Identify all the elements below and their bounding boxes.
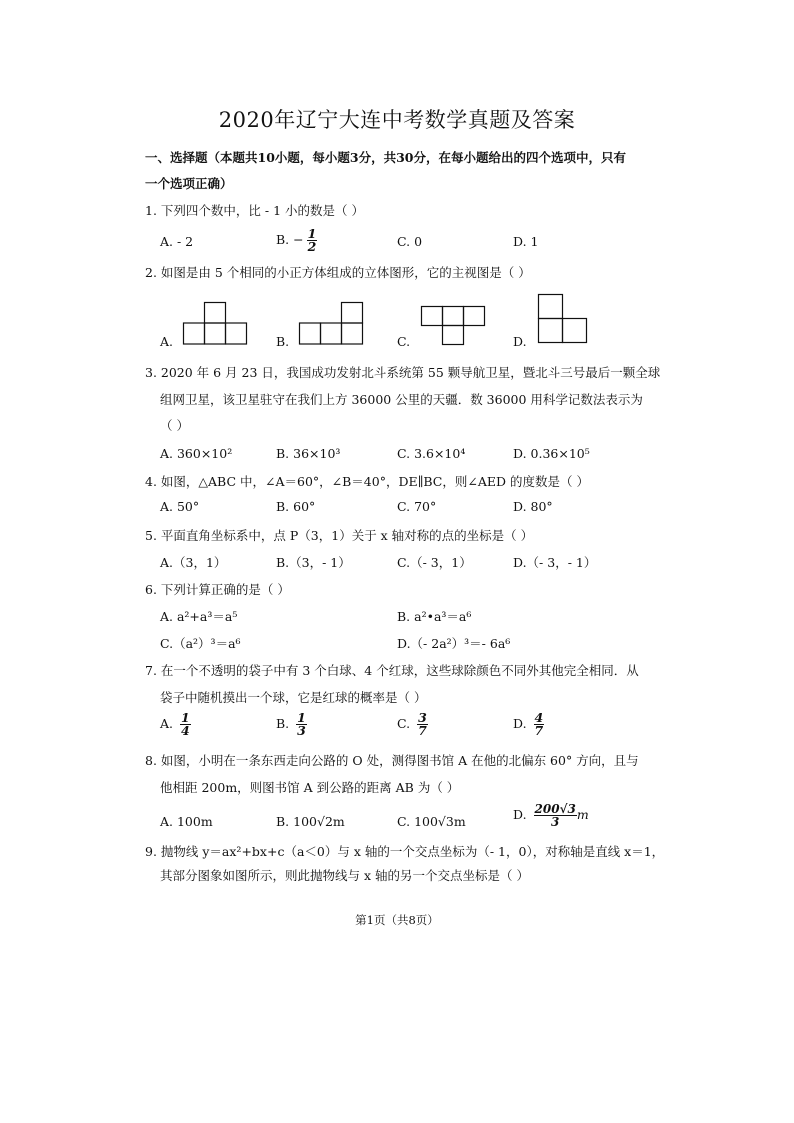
q2-figure-c: [421, 306, 487, 346]
fraction-numerator: 1: [307, 226, 317, 241]
option-letter: A.: [160, 716, 174, 731]
q3-option-c: C. 3.6×10⁴: [397, 446, 466, 461]
fraction-numerator: 3: [418, 710, 427, 725]
q1-option-c: C. 0: [397, 234, 423, 249]
q5-option-a: A.（3，1）: [160, 555, 227, 570]
q3-option-b: B. 36×10³: [276, 446, 341, 461]
q6-option-c: C.（a²）³＝a⁶: [160, 636, 241, 651]
q6-option-a: A. a²+a³＝a⁵: [160, 609, 238, 624]
question-3-stem-line3: （ ）: [160, 418, 189, 433]
q3-option-d: D. 0.36×10⁵: [513, 446, 590, 461]
q6-option-b: B. a²•a³＝a⁶: [397, 609, 472, 624]
q7-option-c: [397, 712, 428, 737]
fraction-numerator: 200√3: [534, 802, 576, 816]
option-letter: C.: [397, 716, 411, 731]
unit-suffix: m: [576, 807, 589, 822]
question-1-stem: 1. 下列四个数中，比 - 1 小的数是（ ）: [145, 203, 364, 218]
question-6-stem: 6. 下列计算正确的是（ ）: [145, 582, 290, 597]
question-8-stem-line2: 他相距 200m，则图书馆 A 到公路的距离 AB 为（ ）: [160, 780, 460, 795]
fraction-numerator: 1: [297, 710, 306, 725]
q1-option-a: A. - 2: [160, 234, 194, 249]
fraction-denominator: 7: [418, 723, 427, 738]
q4-option-a: A. 50°: [160, 499, 200, 514]
page-footer: 第1页（共8页）: [355, 913, 439, 927]
question-2-stem: 2. 如图是由 5 个相同的小正方体组成的立体图形，它的主视图是（ ）: [145, 265, 531, 280]
question-9-stem-line2: 其部分图象如图所示，则此抛物线与 x 轴的另一个交点坐标是（ ）: [160, 868, 529, 883]
q6-option-d: D.（- 2a²）³＝- 6a⁶: [397, 636, 511, 651]
page-title: 2020年辽宁大连中考数学真题及答案: [218, 108, 576, 132]
q4-option-b: B. 60°: [276, 499, 316, 514]
q7-option-a-fraction: [180, 712, 191, 737]
q2-figure-a: [183, 302, 249, 344]
q5-option-b: B.（3，- 1）: [276, 555, 351, 570]
question-3-stem-line1: 3. 2020 年 6 月 23 日，我国成功发射北斗系统第 55 颗导航卫星，暨北斗三号最后一颗全球: [145, 365, 661, 380]
section-heading-line1: 一、选择题（本题共10小题，每小题3分，共30分，在每小题给出的四个选项中，只有: [145, 150, 626, 165]
q1-option-b-prefix: B. −: [276, 232, 304, 247]
q7-option-c-fraction: [417, 712, 428, 737]
q2-option-a-label: A.: [160, 334, 174, 349]
q7-option-b: [276, 712, 307, 737]
q8-option-c: C. 100√3m: [397, 814, 466, 829]
q5-option-d: D.（- 3，- 1）: [513, 555, 597, 570]
fraction-numerator: 1: [181, 710, 190, 725]
question-5-stem: 5. 平面直角坐标系中，点 P（3，1）关于 x 轴对称的点的坐标是（ ）: [145, 528, 534, 543]
q1-option-b: [276, 228, 317, 253]
q1-option-d: D. 1: [513, 234, 539, 249]
q7-option-a: [160, 712, 191, 737]
q8-option-b: B. 100√2m: [276, 814, 345, 829]
q8-option-d-fraction: [534, 803, 577, 828]
fraction-numerator: 4: [534, 710, 544, 725]
fraction-denominator: 7: [534, 723, 544, 738]
q3-option-a: A. 360×10²: [160, 446, 233, 461]
q7-option-b-fraction: [296, 712, 307, 737]
question-7-stem-line1: 7. 在一个不透明的袋子中有 3 个白球、4 个红球，这些球除颜色不同外其他完全相同．从: [145, 663, 639, 678]
q2-option-c-label: C.: [397, 334, 411, 349]
question-9-stem-line1: 9. 抛物线 y＝ax²+bx+c（a＜0）与 x 轴的一个交点坐标为（- 1，0），对称轴是直线 x＝1，: [145, 844, 665, 859]
question-7-stem-line2: 袋子中随机摸出一个球，它是红球的概率是（ ）: [160, 690, 427, 705]
q4-option-d: D. 80°: [513, 499, 553, 514]
option-letter: D.: [513, 807, 527, 822]
q8-option-d: [513, 803, 589, 828]
q7-option-d: [513, 712, 544, 737]
q2-figure-d: [538, 294, 588, 344]
section-heading-line2: 一个选项正确）: [145, 176, 233, 191]
option-letter: B.: [276, 716, 290, 731]
q7-option-d-fraction: [534, 712, 545, 737]
q1-option-b-fraction: [307, 228, 318, 253]
q2-figure-b: [299, 302, 365, 344]
q4-option-c: C. 70°: [397, 499, 437, 514]
question-4-stem: 4. 如图，△ABC 中，∠A＝60°，∠B＝40°，DE∥BC，则∠AED 的度数是（ ）: [145, 474, 589, 489]
option-letter: D.: [513, 716, 527, 731]
question-8-stem-line1: 8. 如图，小明在一条东西走向公路的 O 处，测得图书馆 A 在他的北偏东 60° 方向，且与: [145, 753, 639, 768]
q8-option-a: A. 100m: [160, 814, 213, 829]
fraction-denominator: 4: [181, 723, 190, 738]
fraction-denominator: 3: [297, 723, 306, 738]
q5-option-c: C.（- 3，1）: [397, 555, 472, 570]
fraction-denominator: 2: [307, 239, 317, 254]
fraction-denominator: 3: [551, 815, 560, 829]
q2-option-d-label: D.: [513, 334, 527, 349]
q2-option-b-label: B.: [276, 334, 290, 349]
question-3-stem-line2: 组网卫星，该卫星驻守在我们上方 36000 公里的天疆．数 36000 用科学记数法表示为: [160, 392, 643, 407]
